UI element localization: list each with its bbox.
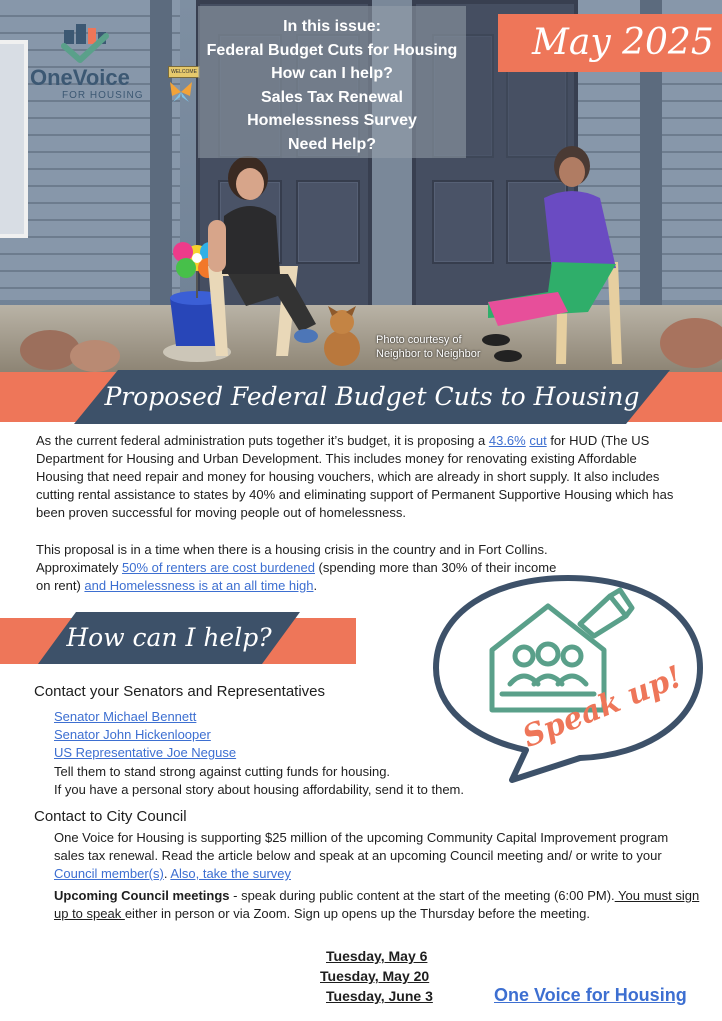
council-member-link[interactable]: Council member(s) [54,866,164,881]
logo-name: OneVoice [30,65,130,90]
meeting-date: Tuesday, May 20 [320,968,430,984]
housing-crisis-paragraph: This proposal is in a time when there is a housing crisis in the country and in Fort Collins. Approximately 50% of renters are cost burdened (spending more than 30% of their income on rent) and Homelessness is at an all time high. [36,542,557,593]
personal-story-text: If you have a personal story about housing affordability, send it to them. [54,782,464,797]
rock [70,340,120,372]
hero-photo [0,0,722,372]
representative-neguse-link[interactable]: US Representative Joe Neguse [54,745,237,760]
issue-item: How can I help? [271,65,393,82]
butterfly-decoration [168,80,194,104]
meeting-paragraph: Upcoming Council meetings - speak during public content at the start of the meeting (6:00 PM). You must sign up to speak either in person or via Zoom. Sign up opens up the Thursday before the meeting. [54,888,700,921]
issue-item: Need Help? [287,136,376,153]
budget-cuts-paragraph: As the current federal administration puts together it’s budget, it is proposing a 43.6% cut for HUD (The US Department for Housing and Urban Development. This includes money for renovating existing Affordable Housing that need repair and money for housing vouchers, which are already in short supply. It also includes cutting rental assistance to states by 40% and eliminating support of Permanent Supportive Housing which has been proven successful for moving people out of homelessness. [36,433,674,520]
issue-item: Federal Budget Cuts for Housing [206,42,458,59]
contact-heading: Contact your Senators and Representatives [34,683,325,700]
cost-burdened-link[interactable]: 50% of renters are cost burdened [121,560,315,575]
rock [660,318,722,368]
issue-title: In this issue: [283,18,381,35]
meeting-date: Tuesday, June 3 [326,988,433,1004]
resident-left [188,156,328,366]
cut-percent-link[interactable]: 43.6% [488,433,526,448]
section-title-budget-cuts: Proposed Federal Budget Cuts to Housing [104,382,640,411]
meeting-date: Tuesday, May 6 [326,948,428,964]
survey-link[interactable]: Also, take the survey [170,866,291,881]
photo-credit [376,333,481,361]
house-check-logo-icon [58,20,112,64]
sign-up-to-speak-text: You must sign up to speak [54,888,700,921]
city-council-heading: Contact to City Council [34,808,187,825]
council-paragraph: One Voice for Housing is supporting $25 million of the upcoming Community Capital Improvement program sales tax renewal. Read the article below and speak at an upcoming Council meeting and/ or write to your Council member(s). Also, take the survey [54,830,669,881]
photo-credit-line: Photo courtesy of [376,334,462,346]
cut-link[interactable]: cut [529,433,547,448]
speak-up-text: Speak up! [517,659,688,755]
issue-item: Homelessness Survey [247,112,417,129]
onevoice-logo [22,20,152,104]
photo-credit-line: Neighbor to Neighbor [376,348,481,360]
in-this-issue-box [198,6,466,158]
dog [312,306,372,370]
senator-hickenlooper-link[interactable]: Senator John Hickenlooper [54,727,211,742]
speak-up-bubble [430,572,706,784]
welcome-sign: WELCOME [168,66,200,78]
senator-bennett-link[interactable]: Senator Michael Bennett [54,709,197,724]
homelessness-link[interactable]: and Homelessness is at an all time high [84,578,314,593]
tell-them-text: Tell them to stand strong against cutting funds for housing. [54,764,391,779]
one-voice-for-housing-link[interactable]: One Voice for Housing [494,985,687,1005]
logo-subtitle: FOR HOUSING [62,90,144,101]
section-title-how-can-i-help: How can I help? [66,623,272,652]
issue-date: May 2025 [532,22,714,63]
issue-item: Sales Tax Renewal [261,89,403,106]
